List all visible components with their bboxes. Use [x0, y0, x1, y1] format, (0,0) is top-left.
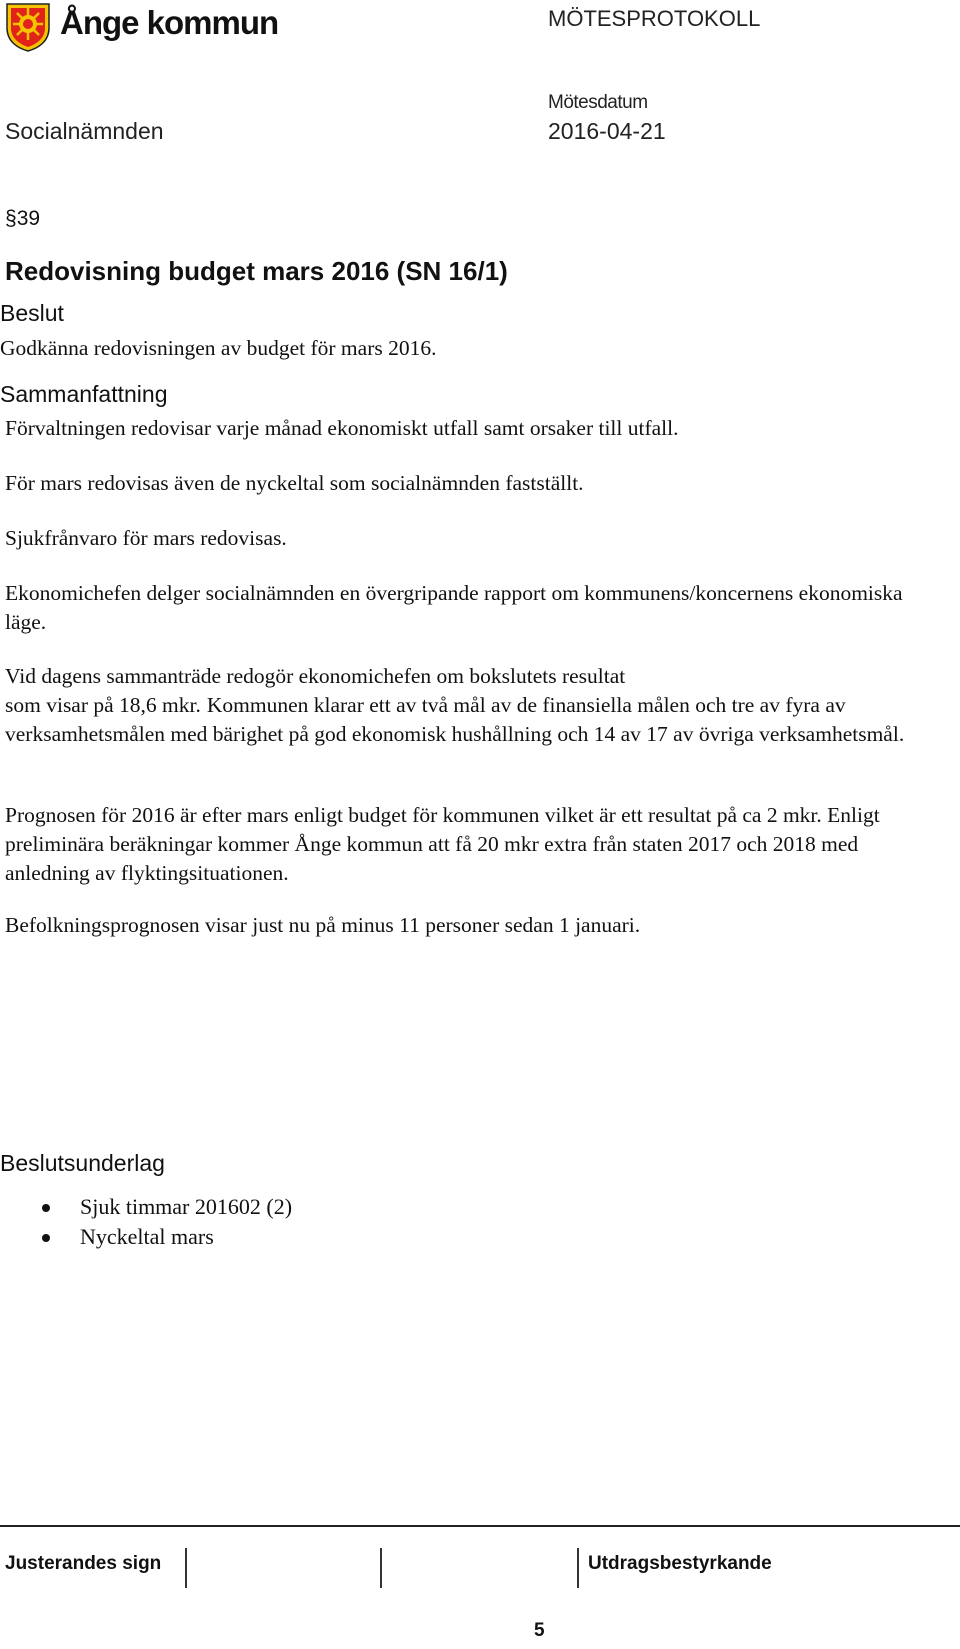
summary-paragraph: Ekonomichefen delger socialnämnden en övergripande rapport om kommunens/koncernens ekonomiska läge.: [5, 581, 903, 634]
signature-divider: [185, 1548, 187, 1588]
committee-name: Socialnämnden: [5, 118, 164, 144]
summary-paragraph: Förvaltningen redovisar varje månad ekonomiskt utfall samt orsaker till utfall.: [5, 416, 679, 440]
bullet-icon: [42, 1204, 50, 1212]
summary-paragraph: Befolkningsprognosen visar just nu på minus 11 personer sedan 1 januari.: [5, 913, 641, 937]
paragraph-number: [5, 207, 40, 231]
footer-divider: [0, 1525, 960, 1527]
summary-paragraph: [5, 691, 915, 749]
meeting-date-label: Mötesdatum: [548, 92, 648, 113]
page-number: 5: [534, 1620, 545, 1641]
signature-divider: [380, 1548, 382, 1588]
summary-paragraph: Sjukfrånvaro för mars redovisas.: [5, 526, 287, 550]
list-item: [5, 1192, 292, 1222]
page-title: Redovisning budget mars 2016 (SN 16/1): [5, 256, 508, 286]
document-type: MÖTESPROTOKOLL: [548, 6, 761, 31]
beslut-text: Godkänna redovisningen av budget för mars 2016.: [0, 336, 437, 360]
summary-result-text: som visar på 18,6 mkr.: [5, 693, 201, 717]
beslutsunderlag-list: [5, 1192, 292, 1252]
municipality-logo: [4, 2, 52, 52]
utdragsbestyrkande-label: Utdragsbestyrkande: [588, 1553, 772, 1574]
sammanfattning-heading: Sammanfattning: [0, 381, 168, 407]
signature-divider: [577, 1548, 579, 1588]
summary-paragraph: Vid dagens sammanträde redogör ekonomichefen om bokslutets resultat: [5, 664, 626, 688]
beslut-heading: Beslut: [0, 300, 64, 326]
beslutsunderlag-heading: Beslutsunderlag: [0, 1150, 165, 1176]
list-item: [5, 1222, 292, 1252]
meeting-date: 2016-04-21: [548, 118, 666, 144]
justerandes-sign-label: Justerandes sign: [5, 1553, 162, 1574]
summary-goals-text: Kommunen klarar ett av två mål av de finansiella målen och tre av fyra av verksamhetsmålen med bärighet på god ekonomisk hushållning och 14 av 17 av övriga verksamhetsmål.: [5, 693, 905, 746]
organization-name: Ånge kommun: [60, 4, 279, 41]
paragraph-symbol: §: [5, 207, 17, 230]
list-item-label: Nyckeltal mars: [80, 1224, 214, 1249]
list-item-label: Sjuk timmar 201602 (2): [80, 1194, 293, 1219]
summary-paragraph: För mars redovisas även de nyckeltal som socialnämnden fastställt.: [5, 471, 584, 495]
summary-paragraph: Prognosen för 2016 är efter mars enligt budget för kommunen vilket är ett resultat på ca 2 mkr. Enligt preliminära beräkningar kommer Ånge kommun att få 20 mkr extra från staten 2017 och 2018 med anledning av flyktingsituationen.: [5, 803, 880, 885]
paragraph-number-value: 39: [16, 207, 41, 230]
bullet-icon: [42, 1234, 50, 1242]
